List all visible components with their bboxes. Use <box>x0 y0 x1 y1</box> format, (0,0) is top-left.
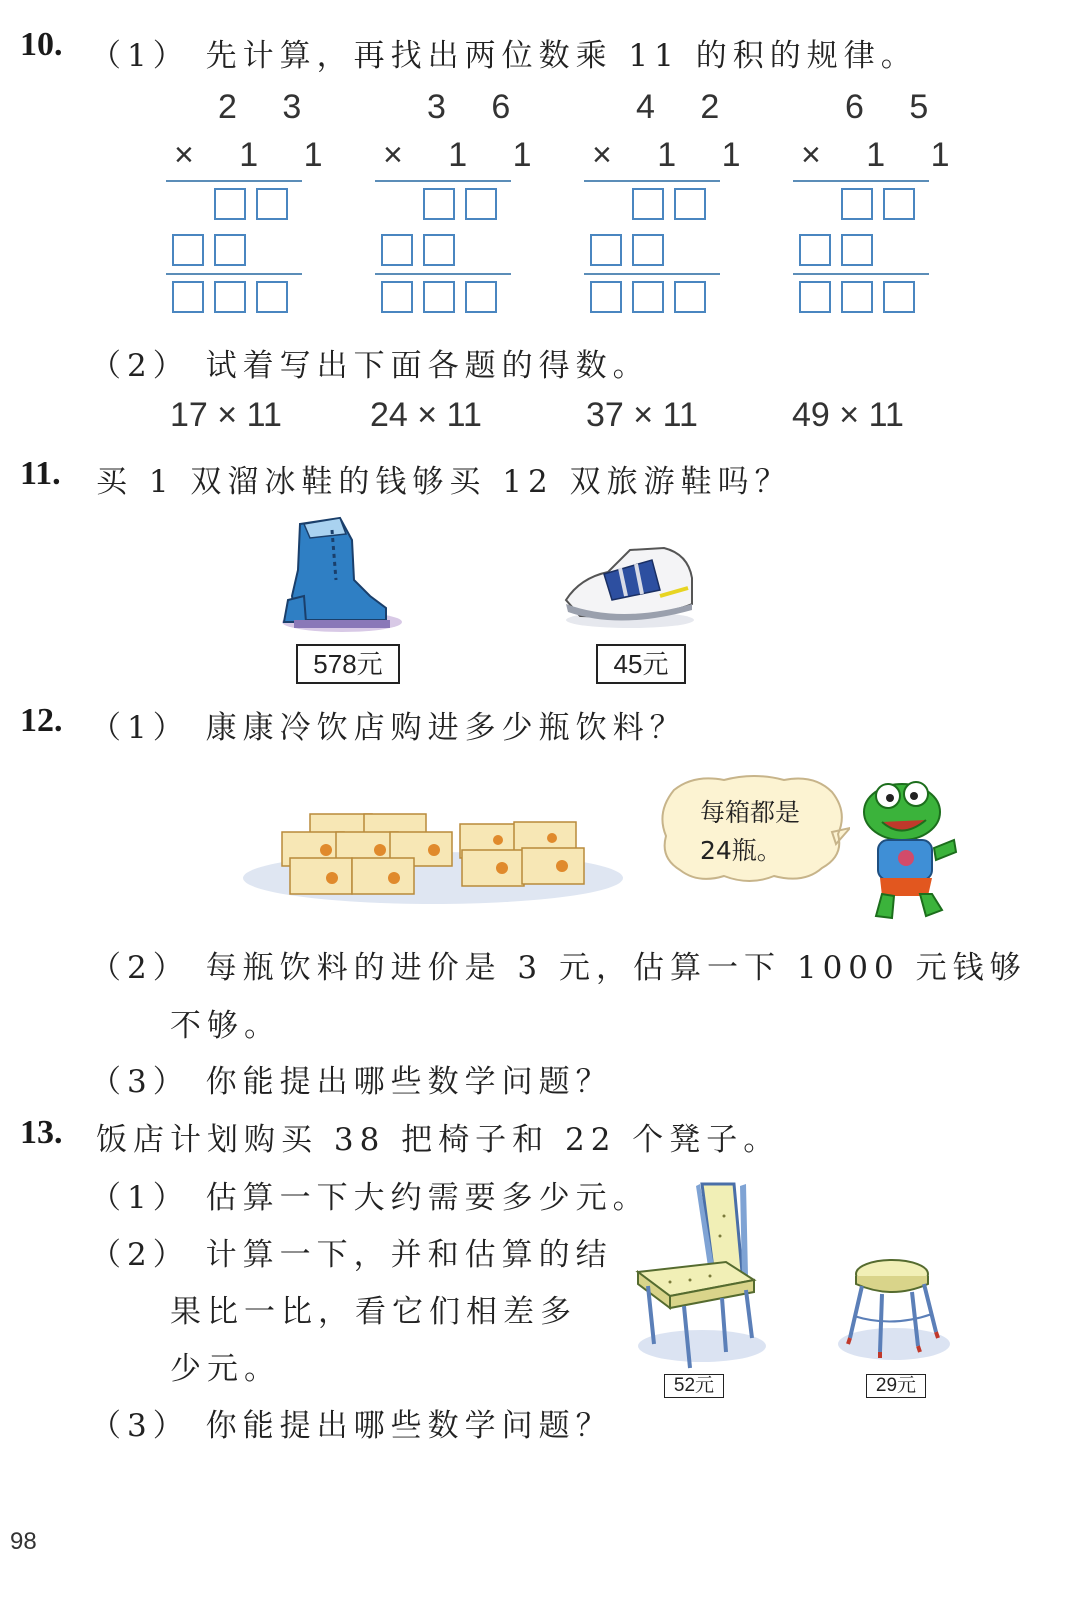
answer-box[interactable] <box>841 281 873 313</box>
answer-box[interactable] <box>841 234 873 266</box>
multiplier: × 1 1 <box>383 136 550 174</box>
multiplicand: 4 2 <box>636 88 738 126</box>
frog-character <box>852 778 960 922</box>
divider-line <box>166 180 302 182</box>
q12-part1-text: （1） 康康冷饮店购进多少瓶饮料？ <box>90 710 687 746</box>
answer-box[interactable] <box>214 188 246 220</box>
divider-line <box>584 180 720 182</box>
page-number: 98 <box>10 1528 37 1555</box>
answer-box[interactable] <box>841 188 873 220</box>
answer-box[interactable] <box>674 281 706 313</box>
price-tag-sneaker: 45元 <box>596 644 686 684</box>
divider-line <box>793 273 929 275</box>
answer-box[interactable] <box>632 188 664 220</box>
divider-line <box>793 180 929 182</box>
divider-line <box>166 273 302 275</box>
q13-part2-line2: 果比一比，看它们相差多 <box>170 1294 577 1330</box>
answer-box[interactable] <box>632 281 664 313</box>
question-number-13: 13. <box>20 1114 63 1151</box>
stool-image <box>836 1254 954 1368</box>
q13-part2-line1: （2） 计算一下，并和估算的结 <box>90 1237 613 1273</box>
q11-text: 买 1 双溜冰鞋的钱够买 12 双旅游鞋吗？ <box>96 464 792 500</box>
q13-text: 饭店计划购买 38 把椅子和 22 个凳子。 <box>96 1122 781 1158</box>
answer-box[interactable] <box>590 234 622 266</box>
answer-box[interactable] <box>381 234 413 266</box>
divider-line <box>375 273 511 275</box>
q10-part1-text: （1） 先计算，再找出两位数乘 11 的积的规律。 <box>90 38 918 74</box>
exercise-3: 37 × 11 <box>586 396 698 434</box>
answer-box[interactable] <box>590 281 622 313</box>
multiplication-problem-3 <box>584 88 759 320</box>
answer-box[interactable] <box>632 234 664 266</box>
sneaker-image <box>560 538 700 630</box>
multiplicand: 2 3 <box>218 88 320 126</box>
answer-box[interactable] <box>172 281 204 313</box>
answer-box[interactable] <box>465 188 497 220</box>
multiplicand: 6 5 <box>845 88 947 126</box>
question-number-10: 10. <box>20 26 63 63</box>
answer-box[interactable] <box>256 281 288 313</box>
price-tag-skate: 578元 <box>296 644 400 684</box>
ice-skate-image <box>270 510 410 640</box>
divider-line <box>584 273 720 275</box>
answer-box[interactable] <box>381 281 413 313</box>
answer-box[interactable] <box>423 188 455 220</box>
answer-box[interactable] <box>256 188 288 220</box>
q10-part2-text: （2） 试着写出下面各题的得数。 <box>90 348 650 384</box>
q12-part3-text: （3） 你能提出哪些数学问题？ <box>90 1064 613 1100</box>
question-number-11: 11. <box>20 455 61 492</box>
answer-box[interactable] <box>674 188 706 220</box>
multiplier: × 1 1 <box>174 136 341 174</box>
answer-box[interactable] <box>883 281 915 313</box>
price-tag-stool: 29元 <box>866 1374 926 1398</box>
answer-box[interactable] <box>799 281 831 313</box>
bubble-text-line1: 每箱都是 <box>700 798 801 827</box>
price-tag-chair: 52元 <box>664 1374 724 1398</box>
q13-part3-text: （3） 你能提出哪些数学问题？ <box>90 1408 613 1444</box>
answer-box[interactable] <box>214 281 246 313</box>
q13-part2-line3: 少元。 <box>170 1351 281 1387</box>
bubble-text-line2: 24瓶。 <box>700 836 782 865</box>
multiplication-problem-2 <box>375 88 550 320</box>
multiplication-problem-4 <box>793 88 968 320</box>
multiplicand: 3 6 <box>427 88 529 126</box>
chair-image <box>630 1176 780 1372</box>
q12-part2-line2: 不够。 <box>170 1008 281 1044</box>
q12-part2-line1: （2） 每瓶饮料的进价是 3 元，估算一下 1000 元钱够 <box>90 950 1027 986</box>
drink-boxes-image <box>236 800 630 910</box>
answer-box[interactable] <box>423 281 455 313</box>
q13-part1-text: （1） 估算一下大约需要多少元。 <box>90 1180 650 1216</box>
exercise-2: 24 × 11 <box>370 396 482 434</box>
question-number-12: 12. <box>20 702 63 739</box>
answer-box[interactable] <box>423 234 455 266</box>
answer-box[interactable] <box>172 234 204 266</box>
answer-box[interactable] <box>465 281 497 313</box>
exercise-1: 17 × 11 <box>170 396 282 434</box>
divider-line <box>375 180 511 182</box>
answer-box[interactable] <box>799 234 831 266</box>
multiplier: × 1 1 <box>801 136 968 174</box>
exercise-4: 49 × 11 <box>792 396 904 434</box>
answer-box[interactable] <box>214 234 246 266</box>
answer-box[interactable] <box>883 188 915 220</box>
multiplication-problem-1 <box>166 88 341 320</box>
multiplier: × 1 1 <box>592 136 759 174</box>
